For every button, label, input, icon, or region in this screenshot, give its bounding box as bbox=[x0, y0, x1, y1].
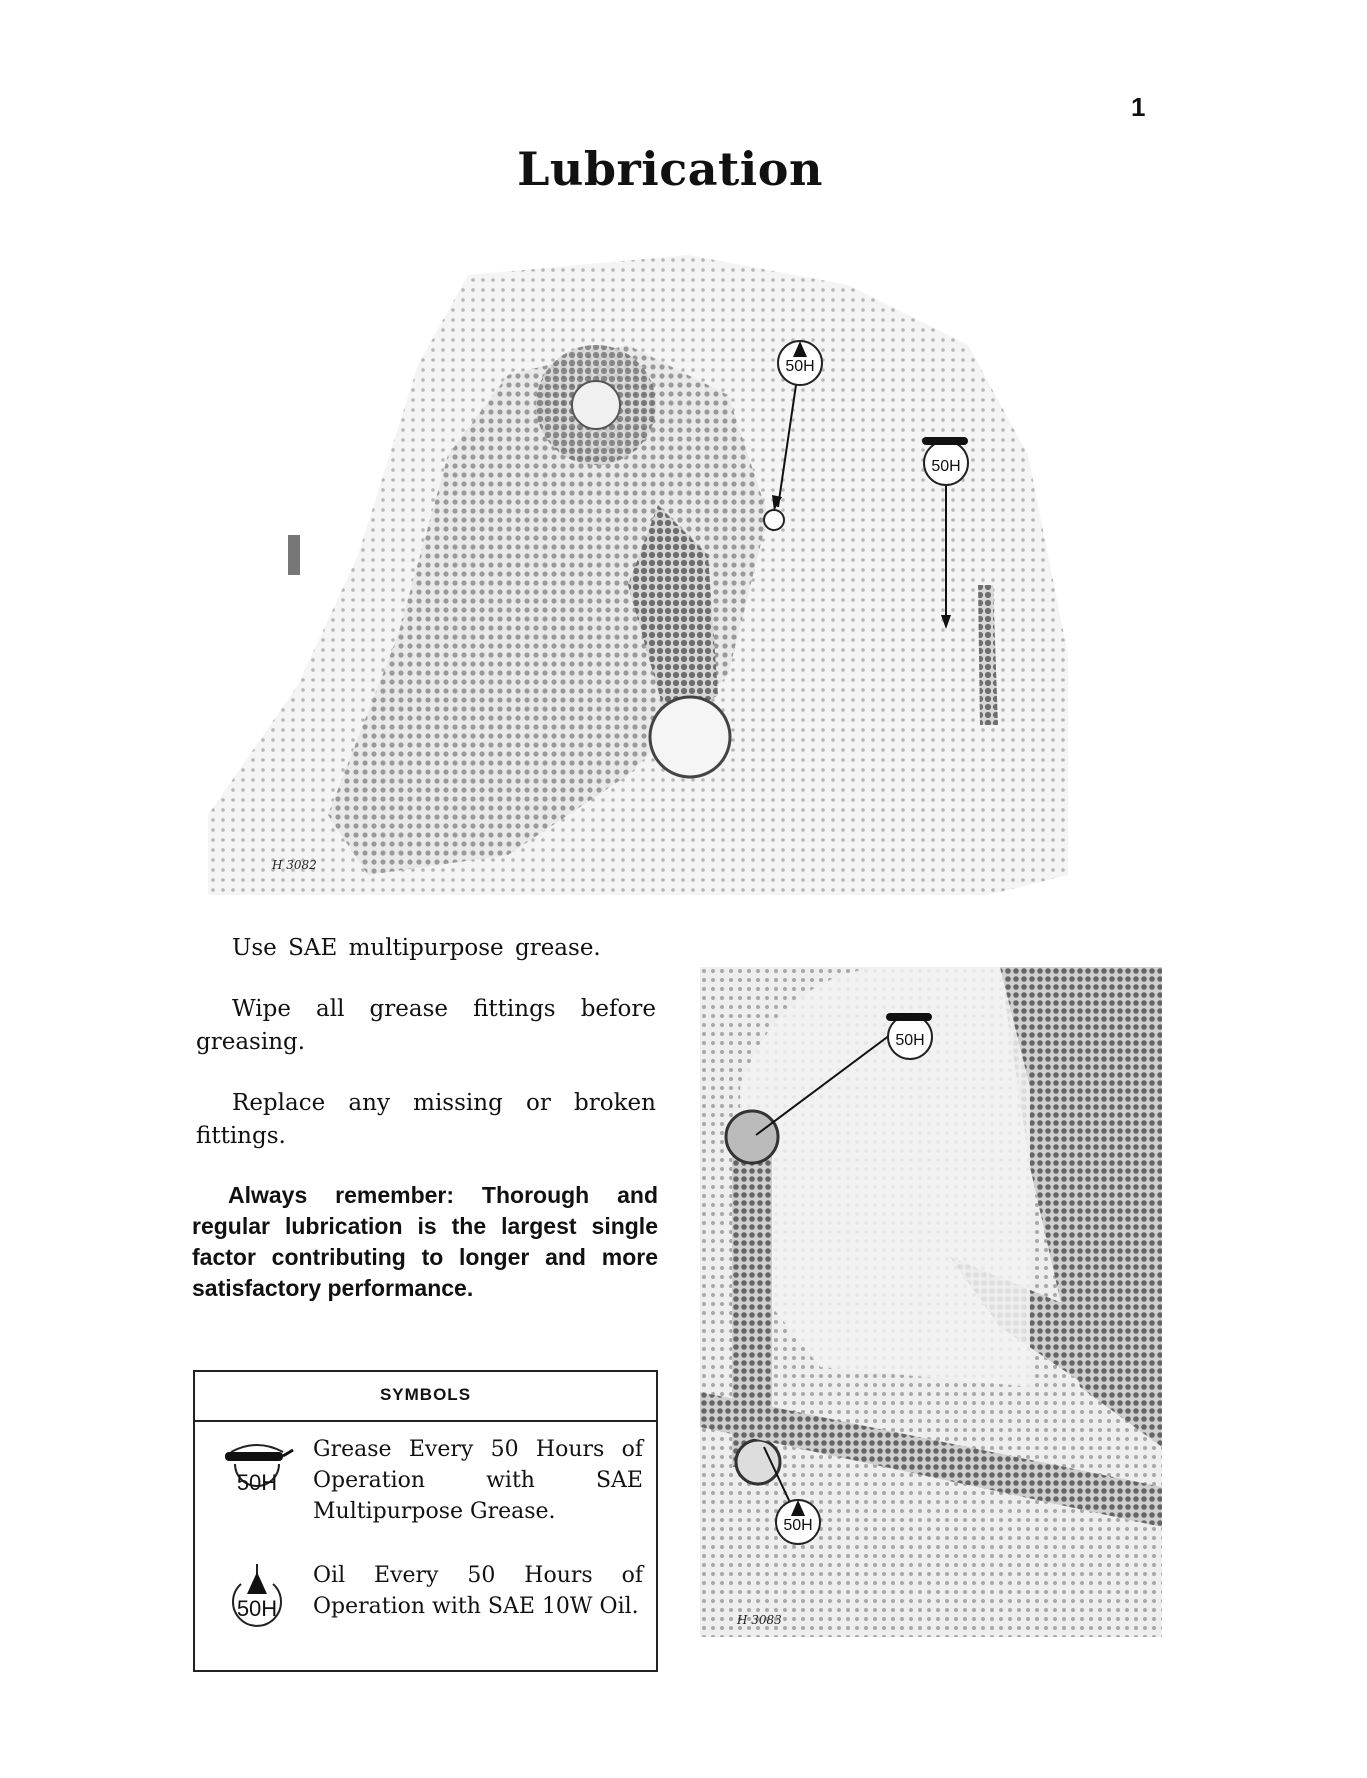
figure-code-top: H 3082 bbox=[272, 858, 317, 872]
symbols-legend bbox=[193, 1370, 658, 1672]
page-title: Lubrication bbox=[517, 142, 823, 196]
bottom-chain-drive-photo bbox=[700, 967, 1162, 1637]
instruction-replace-fittings: Replace any missing or broken fittings. bbox=[196, 1090, 656, 1149]
oil-symbol-label: 50H bbox=[236, 1596, 278, 1621]
bottom-oil-callout-label: 50H bbox=[783, 1517, 813, 1534]
figure-code-bottom: H 3083 bbox=[737, 1613, 782, 1627]
oil-callout-label: 50H bbox=[785, 358, 815, 375]
instruction-grease-type: Use SAE multipurpose grease. bbox=[232, 935, 601, 961]
page-number: 1 bbox=[1131, 92, 1146, 122]
grease-callout-label: 50H bbox=[931, 458, 961, 475]
grease-symbol-label: 50H bbox=[236, 1470, 278, 1495]
grease-gun-icon bbox=[217, 1434, 297, 1514]
oil-symbol-text: Oil Every 50 Hours of Operation with SAE 10W Oil. bbox=[313, 1563, 643, 1619]
top-machine-photo bbox=[208, 255, 1068, 895]
bottom-grease-callout-label: 50H bbox=[895, 1032, 925, 1049]
oil-can-icon bbox=[217, 1560, 297, 1640]
remember-note: Always remember: Thorough and regular lubrication is the largest single factor contributing to longer and more satisfactory performance. bbox=[192, 1182, 658, 1301]
symbols-header: SYMBOLS bbox=[195, 1372, 656, 1422]
grease-symbol-text: Grease Every 50 Hours of Operation with SAE Multipurpose Grease. bbox=[313, 1437, 643, 1524]
instruction-wipe-fittings: Wipe all grease fittings before greasing. bbox=[196, 996, 656, 1055]
